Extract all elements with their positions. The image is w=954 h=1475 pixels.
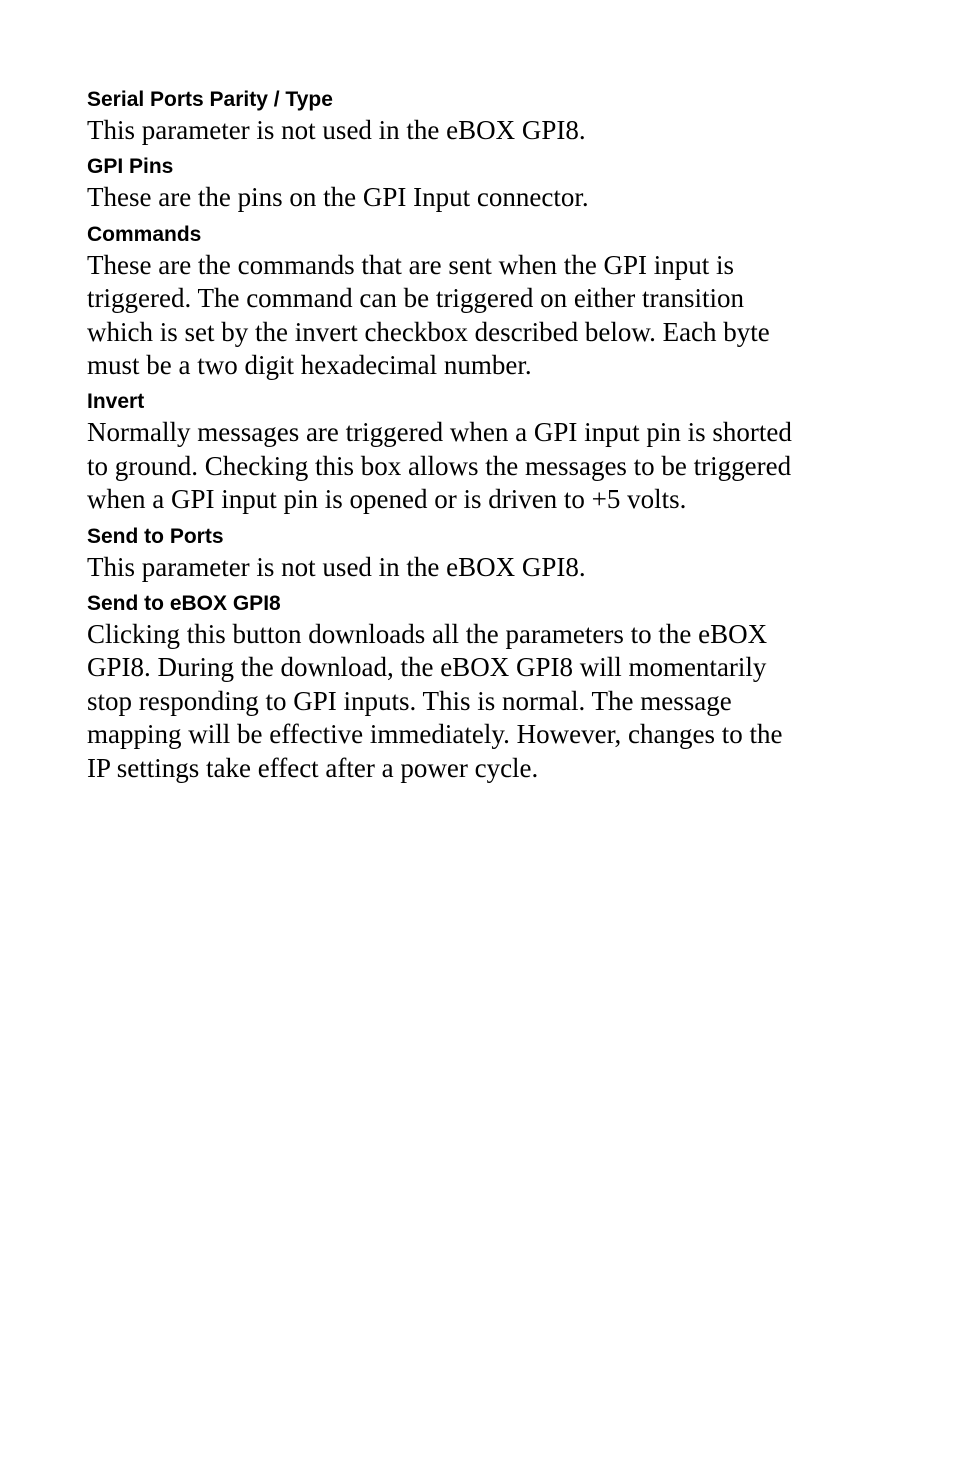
section-heading: Serial Ports Parity / Type [87,88,333,111]
section-body: Clicking this button downloads all the parameters to the eBOX GPI8. During the download, the eBOX GPI8 will momentarily stop responding to GPI inputs. This is normal. The message mapping will be effective immediately. However, changes to the IP settings take effect after a power cycle. [87,619,783,783]
section-body: These are the pins on the GPI Input connector. [87,182,589,213]
section-body: These are the commands that are sent when the GPI input is triggered. The command can be triggered on either transition which is set by the invert checkbox described below. Each byte must be a two digit hexadecimal number. [87,249,770,381]
section-commands [87,221,867,383]
section-body: This parameter is not used in the eBOX GPI8. [87,551,586,582]
section-heading: Send to Ports [87,524,224,548]
section-heading: Send to eBOX GPI8 [87,592,281,616]
section-serial-ports-parity-type [87,86,867,147]
section-invert [87,388,867,516]
document-page [87,86,867,791]
section-send-to-ebox-gpi8 [87,590,867,785]
section-gpi-pins [87,153,867,214]
section-heading: GPI Pins [87,155,174,179]
section-body: Normally messages are triggered when a GPI input pin is shorted to ground. Checking this box allows the messages to be triggered when a GPI input pin is opened or is driven to +5 volts. [87,417,792,515]
section-heading: Commands [87,222,202,246]
section-send-to-ports [87,523,867,584]
section-heading: Invert [87,390,145,414]
section-body: This parameter is not used in the eBOX GPI8. [87,115,586,145]
